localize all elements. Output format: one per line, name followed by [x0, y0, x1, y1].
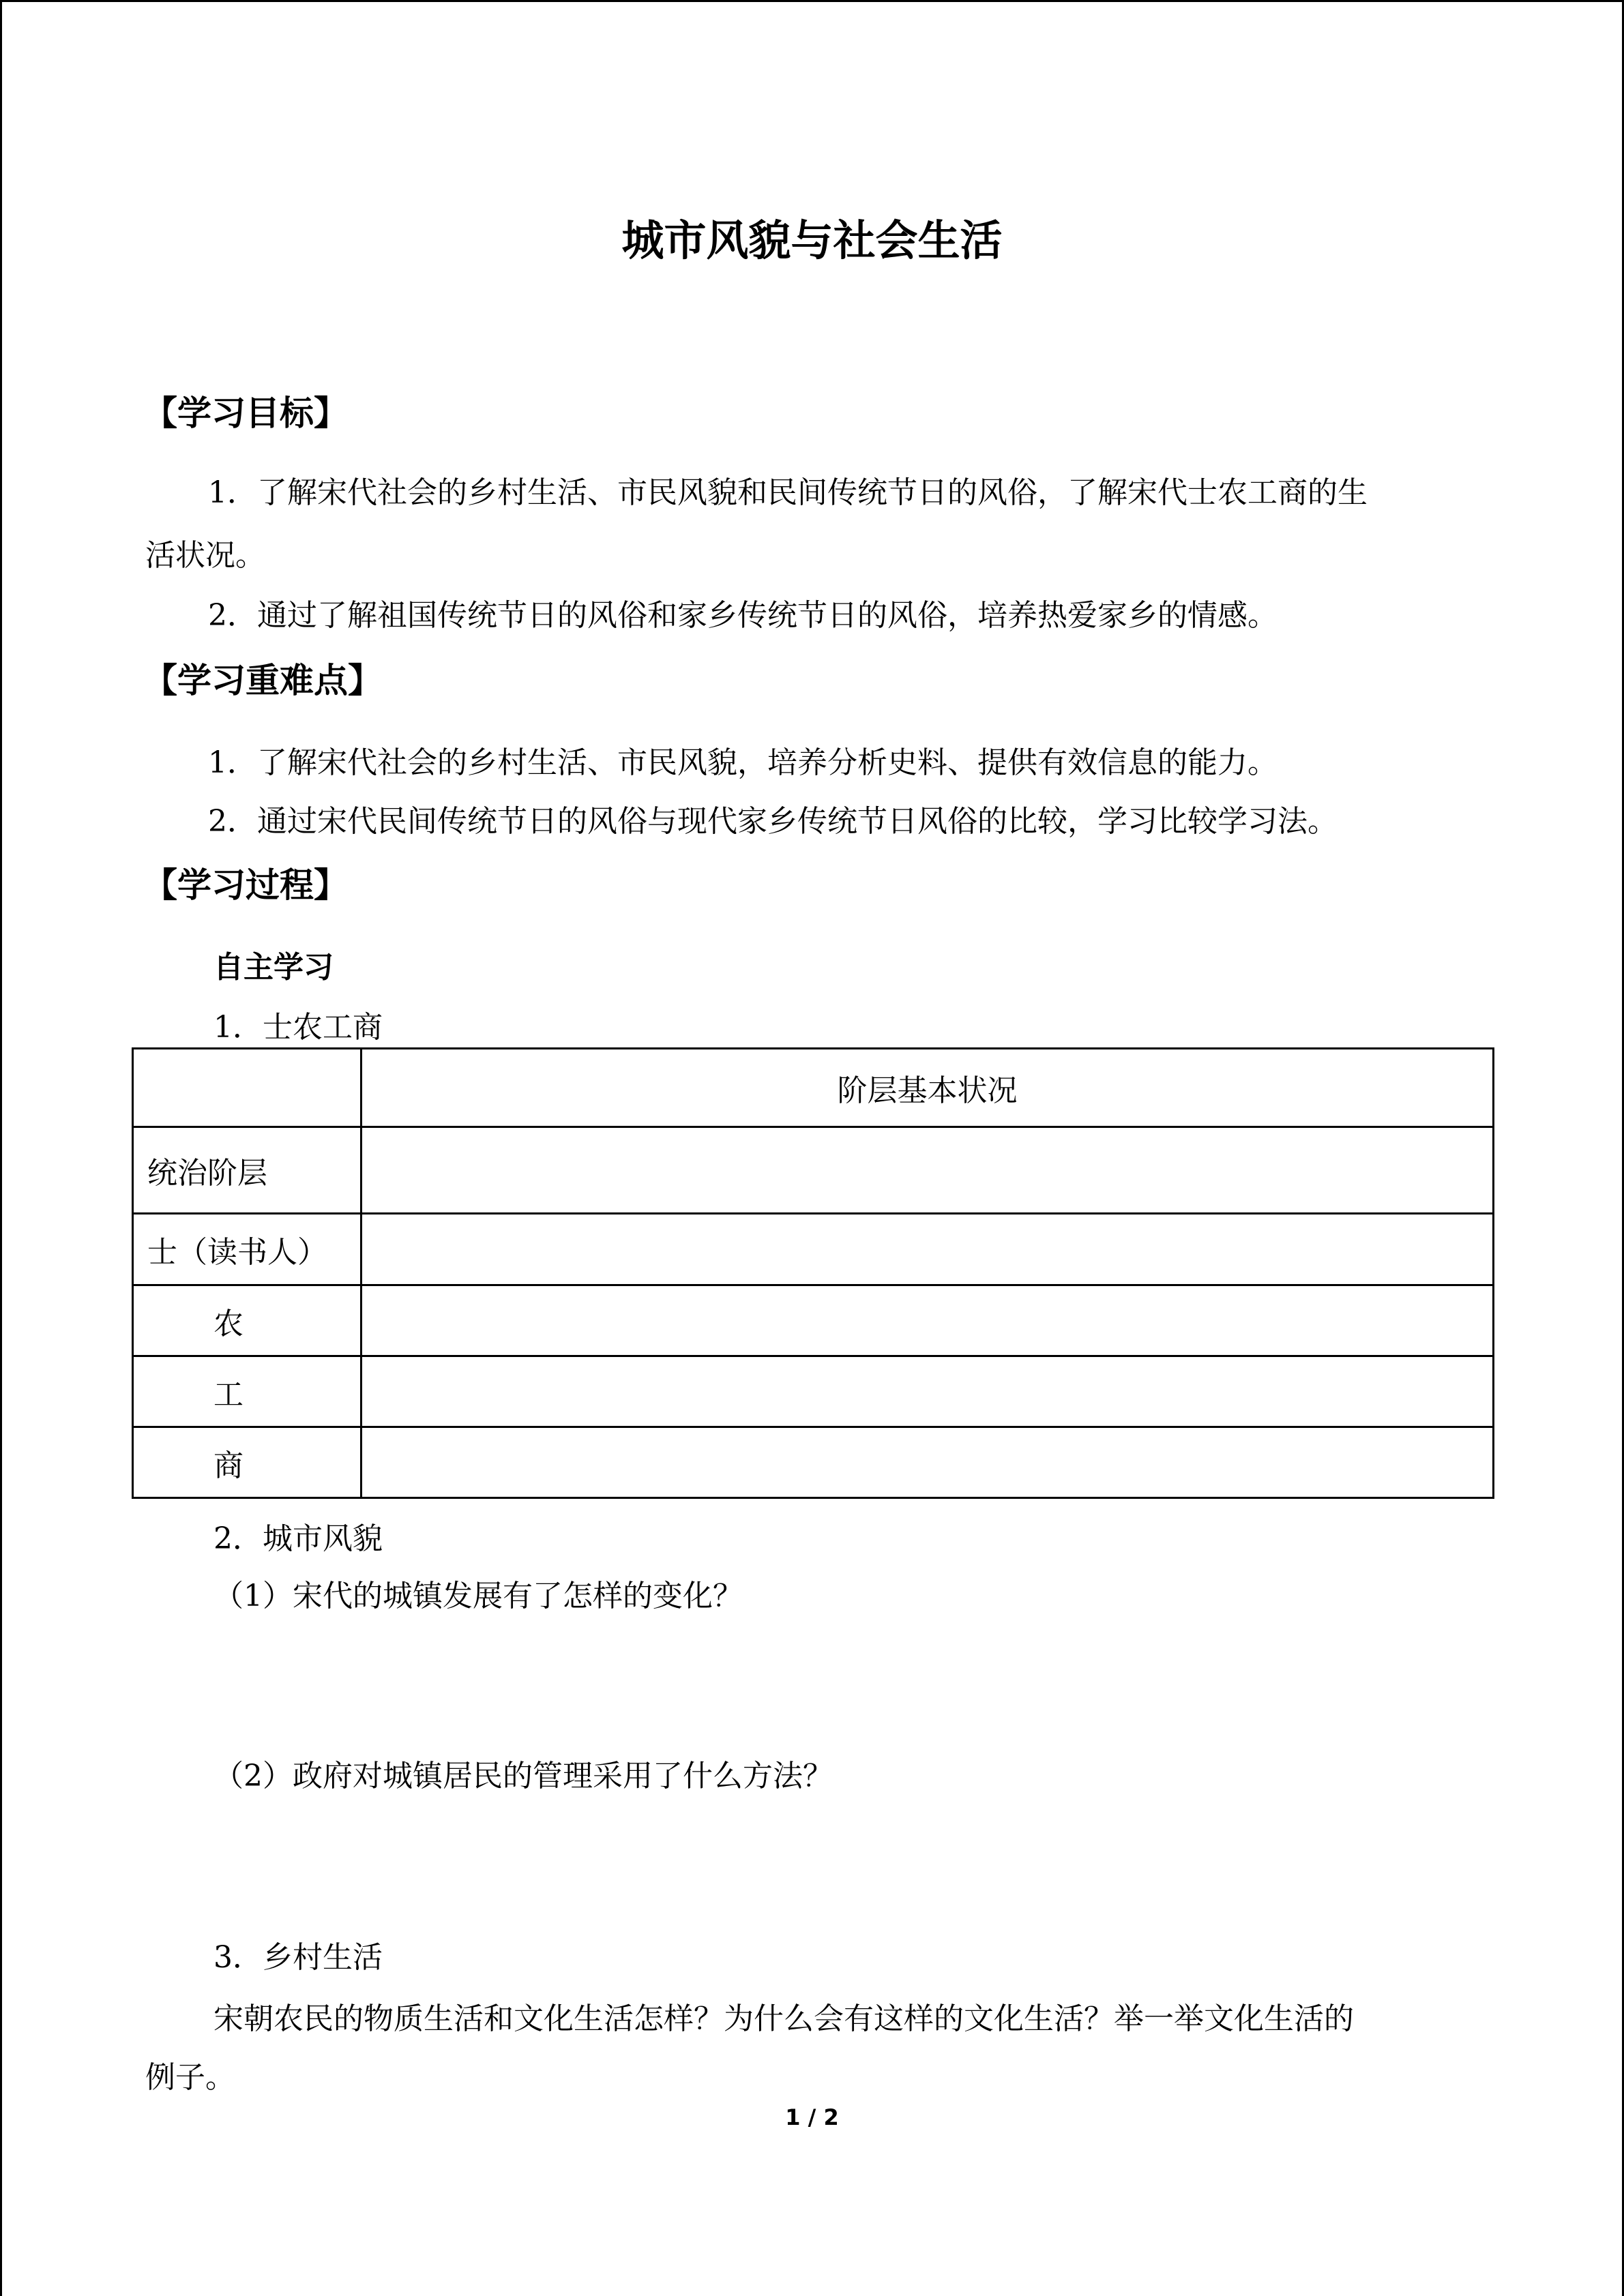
key-points-heading: 【学习重难点】: [143, 660, 382, 700]
row-label-scholar: 士（读书人）: [133, 1214, 361, 1285]
question-2-title: 2．城市风貌: [213, 1521, 383, 1556]
page-number: 1 / 2: [785, 2104, 839, 2130]
table-corner-cell: [133, 1049, 361, 1127]
answer-cell-farmer[interactable]: [361, 1285, 1494, 1356]
objectives-heading: 【学习目标】: [143, 393, 348, 433]
question-3-title: 3．乡村生活: [213, 1940, 383, 1975]
question-3-text-cont: 例子。: [145, 2060, 235, 2095]
table-row: [133, 1427, 1494, 1498]
table-row: [133, 1127, 1494, 1214]
table-row: [133, 1214, 1494, 1285]
answer-cell-merchant[interactable]: [361, 1427, 1494, 1498]
answer-cell-scholar[interactable]: [361, 1214, 1494, 1285]
table-row: [133, 1285, 1494, 1356]
question-2b: （2）政府对城镇居民的管理采用了什么方法？: [213, 1759, 833, 1793]
row-label-ruling-class: 统治阶层: [133, 1127, 361, 1214]
classes-table: [132, 1047, 1494, 1499]
objective-item-1-cont: 活状况。: [145, 538, 265, 573]
key-point-item-2: 2．通过宋代民间传统节日的风俗与现代家乡传统节日风俗的比较，学习比较学习法。: [208, 804, 1338, 839]
question-2a: （1）宋代的城镇发展有了怎样的变化？: [213, 1579, 743, 1613]
table-header-cell: 阶层基本状况: [361, 1049, 1494, 1127]
page-border-left: [0, 0, 2, 2296]
question-1-title: 1．士农工商: [213, 1010, 383, 1045]
objective-item-2: 2．通过了解祖国传统节日的风俗和家乡传统节日的风俗，培养热爱家乡的情感。: [208, 598, 1278, 633]
key-point-item-1: 1．了解宋代社会的乡村生活、市民风貌，培养分析史料、提供有效信息的能力。: [208, 745, 1278, 780]
answer-cell-ruling-class[interactable]: [361, 1127, 1494, 1214]
process-heading: 【学习过程】: [143, 865, 348, 905]
page-border-top: [0, 0, 1624, 2]
row-label-artisan: 工: [133, 1356, 361, 1427]
objective-item-1: 1．了解宋代社会的乡村生活、市民风貌和民间传统节日的风俗，了解宋代士农工商的生: [208, 475, 1368, 510]
self-study-label: 自主学习: [213, 950, 334, 985]
answer-cell-artisan[interactable]: [361, 1356, 1494, 1427]
row-label-merchant: 商: [133, 1427, 361, 1498]
table-header-row: [133, 1049, 1494, 1127]
table-row: [133, 1356, 1494, 1427]
question-3-text: 宋朝农民的物质生活和文化生活怎样？为什么会有这样的文化生活？举一举文化生活的: [213, 2001, 1354, 2036]
page-title: 城市风貌与社会生活: [621, 215, 1003, 265]
row-label-farmer: 农: [133, 1285, 361, 1356]
